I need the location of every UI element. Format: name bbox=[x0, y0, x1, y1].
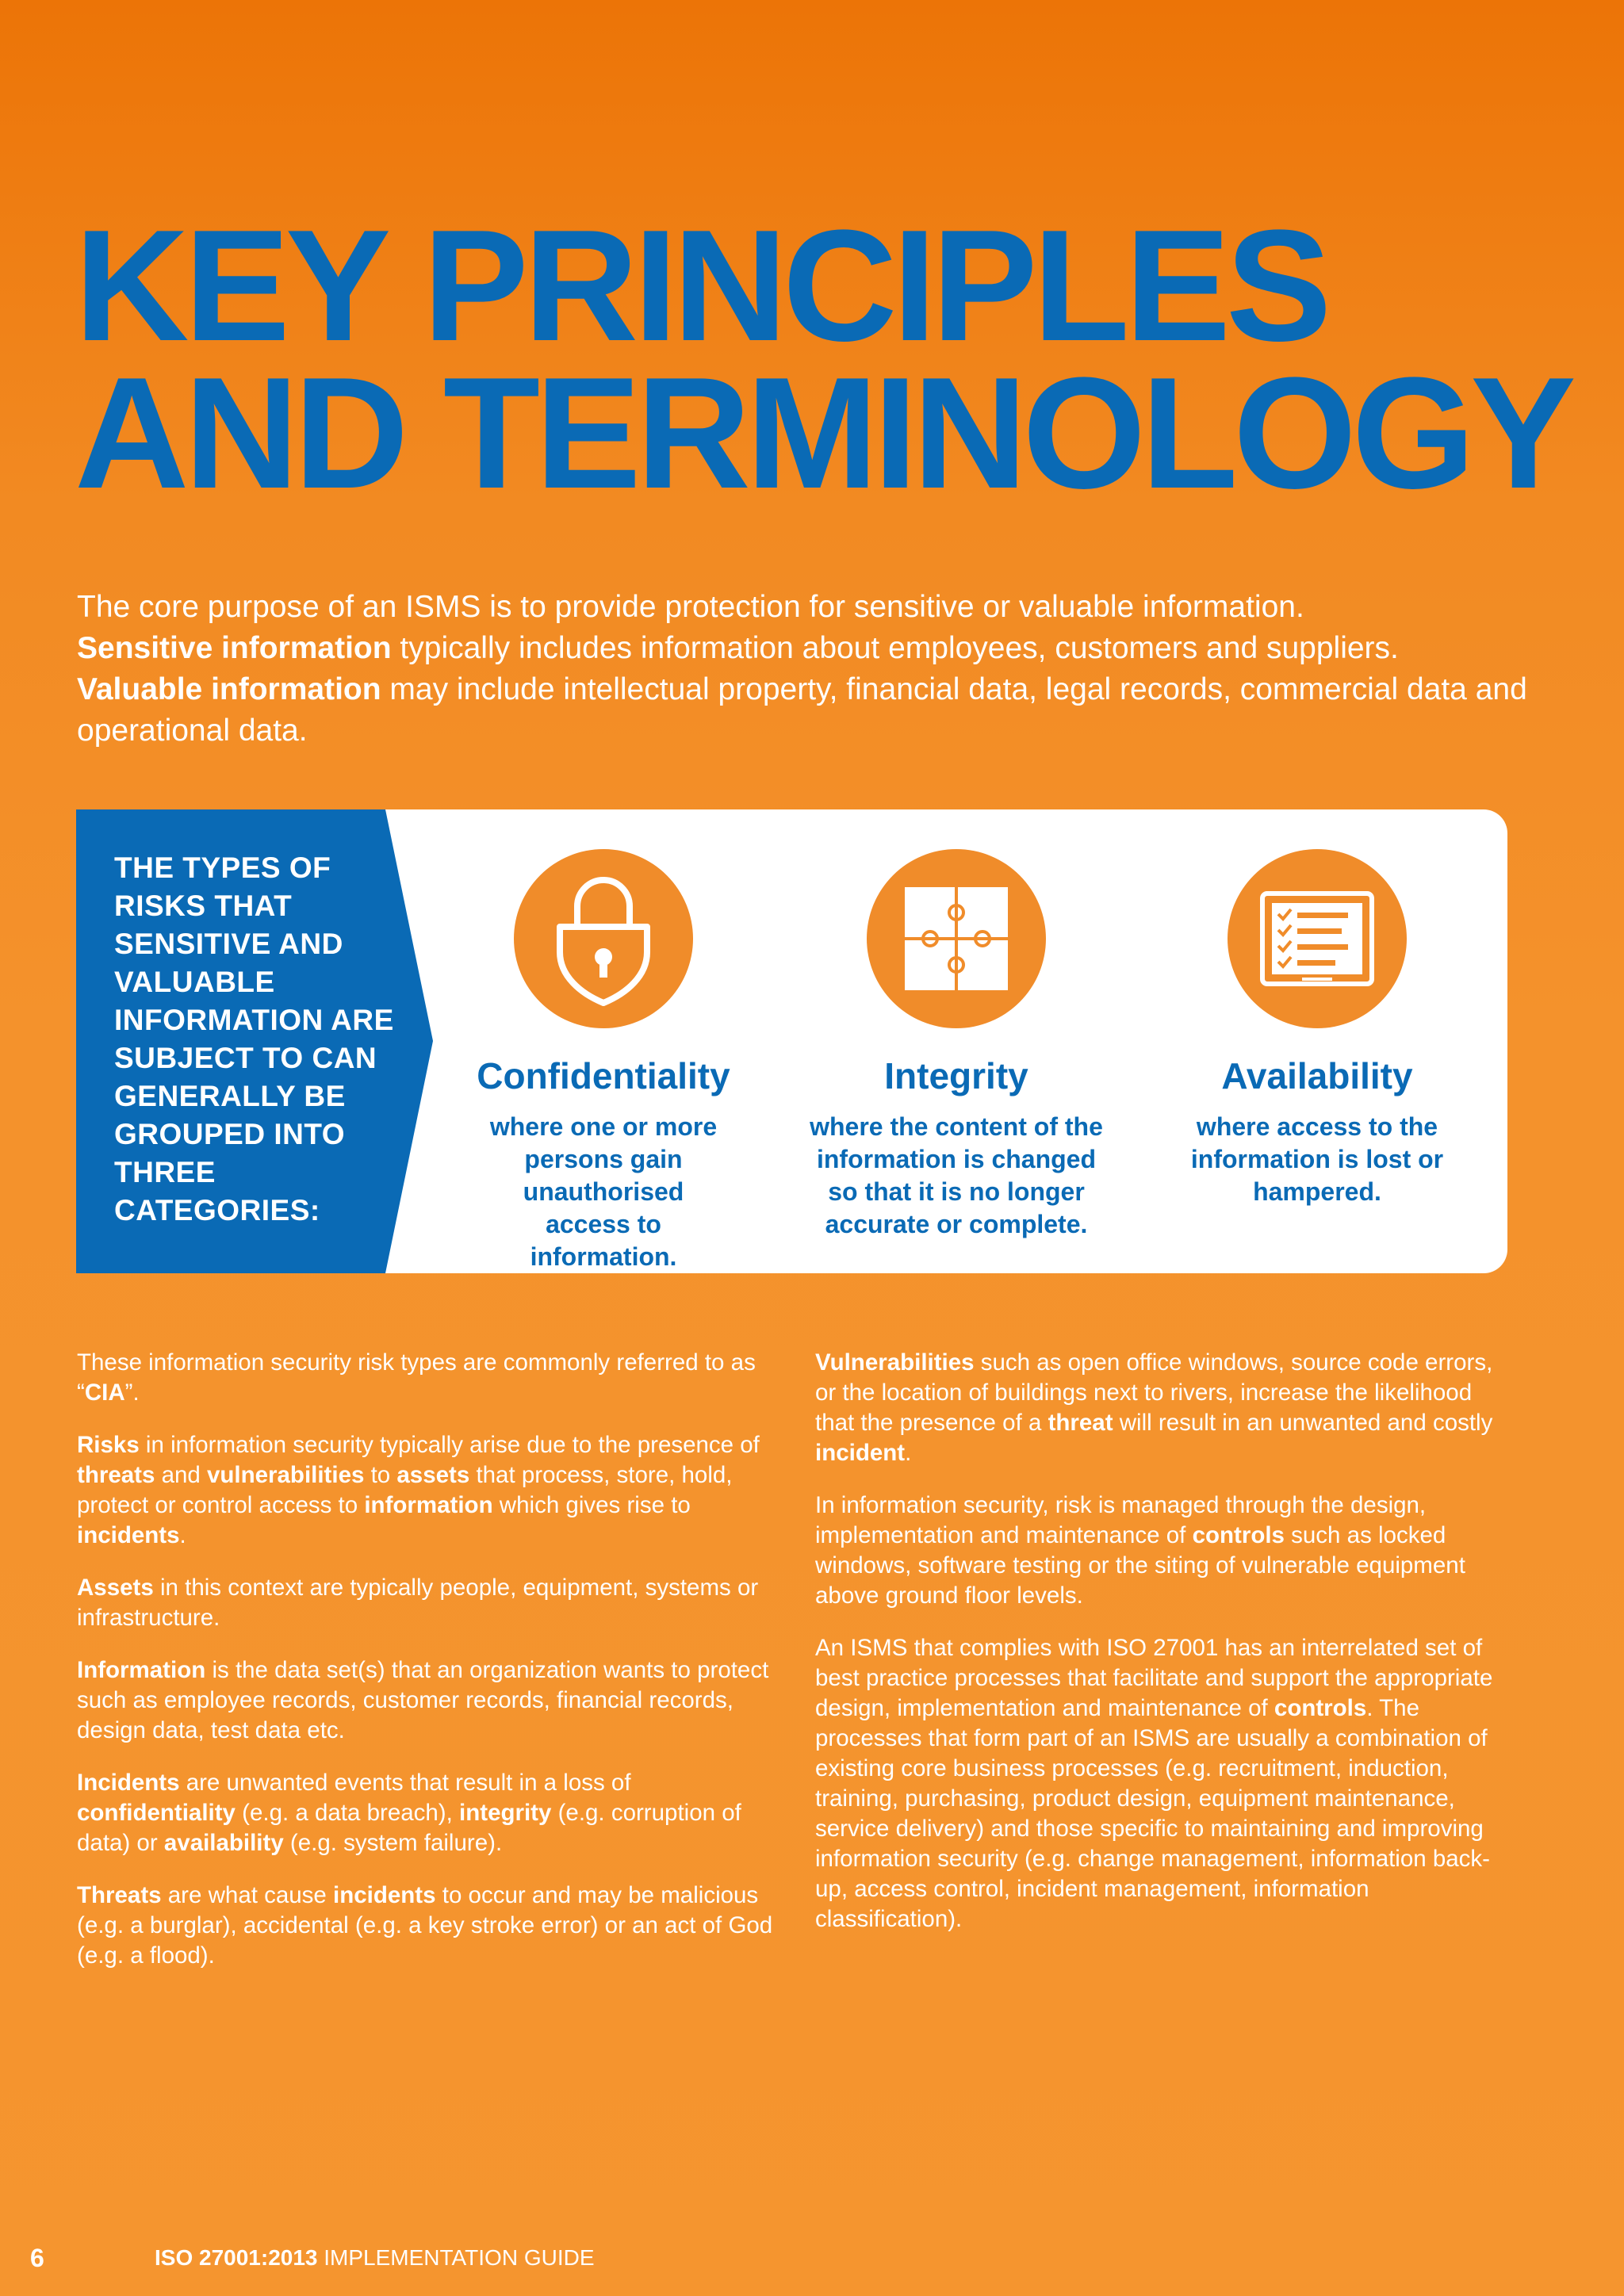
category-description: where access to the information is lost or hampered. bbox=[1190, 1112, 1444, 1206]
information-paragraph: Information is the data set(s) that an organization wants to protect such as employee records, customer records, financial records, design data, test data etc. bbox=[77, 1657, 769, 1743]
document-title: ISO 27001:2013 IMPLEMENTATION GUIDE bbox=[155, 2245, 595, 2270]
page-number: 6 bbox=[30, 2244, 44, 2272]
intro-line-3 bbox=[77, 669, 1568, 752]
intro-line-2-text: typically includes information about employees, customers and suppliers. bbox=[391, 631, 1399, 665]
category-availability bbox=[1147, 849, 1488, 1208]
category-name: Integrity bbox=[884, 1055, 1028, 1096]
page-title-line-2: AND TERMINOLOGY bbox=[75, 345, 1572, 522]
panel-heading-block bbox=[76, 809, 433, 1273]
valuable-information-term: Valuable information bbox=[77, 672, 381, 706]
intro-line-1: The core purpose of an ISMS is to provide protection for sensitive or valuable information. bbox=[77, 590, 1304, 624]
tablet-checklist-icon bbox=[1228, 849, 1407, 1028]
page-title-line-1: KEY PRINCIPLES bbox=[75, 197, 1327, 374]
vulnerabilities-paragraph: Vulnerabilities such as open office windows, source code errors, or the location of buildings next to rivers, increase the likelihood that the presence of a threat will result in an unwanted and costly incident. bbox=[815, 1349, 1493, 1466]
intro-paragraph bbox=[77, 587, 1568, 752]
right-text-column bbox=[815, 1348, 1513, 1957]
risk-categories-panel bbox=[76, 809, 1507, 1273]
panel-heading: THE TYPES OF RISKS THAT SENSITIVE AND VALUABLE INFORMATION ARE SUBJECT TO CAN GENERALLY BE GROUPED INTO THREE CATEGORIES: bbox=[114, 851, 394, 1226]
cia-paragraph: These information security risk types are commonly referred to as “CIA”. bbox=[77, 1349, 756, 1406]
incidents-paragraph: Incidents are unwanted events that result in a loss of confidentiality (e.g. a data breach), integrity (e.g. corruption of data) or availability (e.g. system failure). bbox=[77, 1770, 741, 1856]
category-description: where the content of the information is changed so that it is no longer accurate or complete. bbox=[810, 1112, 1103, 1238]
category-name: Confidentiality bbox=[477, 1055, 730, 1096]
assets-paragraph: Assets in this context are typically people, equipment, systems or infrastructure. bbox=[77, 1575, 759, 1631]
intro-line-2 bbox=[77, 628, 1568, 669]
category-confidentiality bbox=[433, 849, 774, 1273]
left-text-column bbox=[77, 1348, 779, 1993]
category-integrity bbox=[786, 849, 1127, 1241]
puzzle-icon bbox=[867, 849, 1046, 1028]
padlock-shield-icon bbox=[514, 849, 693, 1028]
controls-paragraph: In information security, risk is managed through the design, implementation and maintenance of controls such as locked windows, software testing or the siting of vulnerable equipment above ground floor levels. bbox=[815, 1492, 1465, 1609]
risks-paragraph: Risks in information security typically arise due to the presence of threats and vulnerabilities to assets that process, store, hold, protect or control access to information which gives rise to incidents. bbox=[77, 1432, 760, 1548]
isms-paragraph: An ISMS that complies with ISO 27001 has an interrelated set of best practice processes that facilitate and support the appropriate design, implementation and maintenance of controls. The processes that form part of an ISMS are usually a combination of existing core business processes (e.g. recruitment, induction, training, purchasing, product design, equipment maintenance, service delivery) and those specific to maintaining and improving information security (e.g. change management, information back-up, access control, incident management, information classification). bbox=[815, 1635, 1493, 1932]
threats-paragraph: Threats are what cause incidents to occur and may be malicious (e.g. a burglar), accidental (e.g. a key stroke error) or an act of God (e.g. a flood). bbox=[77, 1882, 773, 1969]
intro-line-3-text: may include intellectual property, financial data, legal records, commercial data and operational data. bbox=[77, 672, 1527, 748]
page-title bbox=[75, 197, 1597, 522]
category-description: where one or more persons gain unauthorised access to information. bbox=[489, 1112, 718, 1271]
category-name: Availability bbox=[1221, 1055, 1413, 1096]
sensitive-information-term: Sensitive information bbox=[77, 631, 392, 665]
